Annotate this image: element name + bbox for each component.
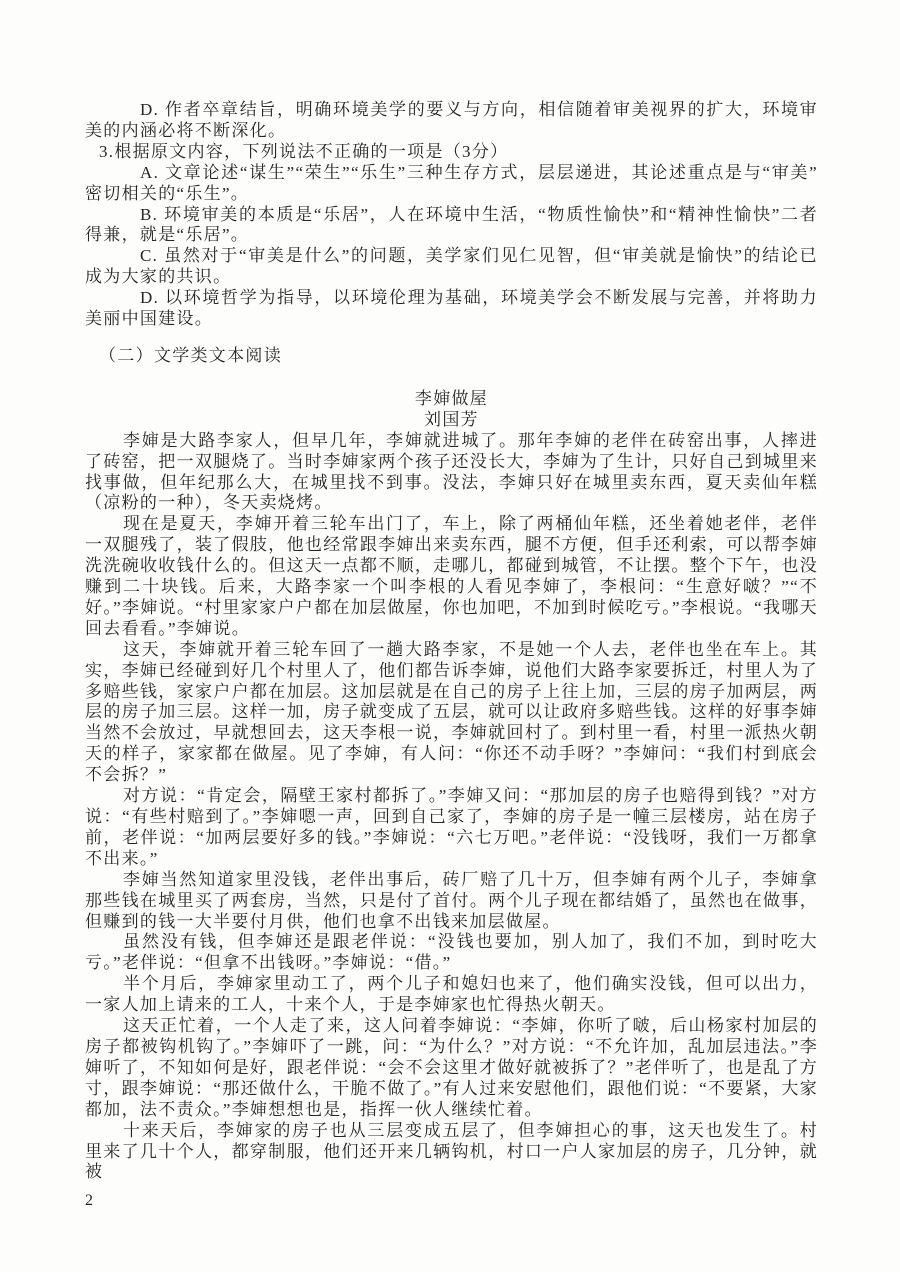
question-3-option-c: C. 虽然对于“审美是什么”的问题，美学家们见仁见智，但“审美就是愉快”的结论已成为大家的共识。 xyxy=(85,246,818,287)
question-3-option-a: A. 文章论述“谋生”“荣生”“乐生”三种生存方式，层层递进，其论述重点是与“审美”密切相关的“乐生”。 xyxy=(85,162,818,203)
story-paragraph-2: 现在是夏天，李婶开着三轮车出门了，车上，除了两桶仙年糕，还坐着她老伴，老伴一双腿残了，装了假肢，他也经常跟李婶出来卖东西，腿不方便，但手还利索，可以帮李婶洗洗碗收收钱什么的。但这天一点都不顺，走哪儿，都碰到城管，不让摆。整个下午，也没赚到二十块钱。后来，大路李家一个叫李根的人看见李婶了，李根问：“生意好啵？”“不好。”李婶说。“村里家家户户都在加层做屋，你也加吧，不加到时候吃亏。”李根说。“我哪天回去看看。”李婶说。 xyxy=(85,514,818,638)
story-author: 刘国芳 xyxy=(424,409,479,429)
story-paragraph-3: 这天，李婶就开着三轮车回了一趟大路李家，不是她一个人去，老伴也坐在车上。其实，李婶已经碰到好几个村里人了，他们都告诉李婶，说他们大路李家要拆迁，村里人为了多赔些钱，家家户户都在加层。这加层就是在自己的房子上往上加，三层的房子加两层，两层的房子加三层。这样一加，房子就变成了五层，就可以让政府多赔些钱。这样的好事李婶当然不会放过，早就想回去，这天李根一说，李婶就回村了。到村里一看，村里一派热火朝天的样子，家家都在做屋。见了李婶，有人问：“你还不动手呀？”李婶问：“我们村到底会不会拆？” xyxy=(85,639,818,785)
story-paragraph-4: 对方说：“肯定会，隔壁王家村都拆了。”李婶又问：“那加层的房子也赔得到钱？”对方说：“有些村赔到了。”李婶嗯一声，回到自己家了，李婶的房子是一幢三层楼房，站在房子前，老伴说：“加两层要好多的钱。”李婶说：“六七万吧。”老伴说：“没钱呀，我们一万都拿不出来。” xyxy=(85,786,818,868)
story-paragraph-5: 李婶当然知道家里没钱，老伴出事后，砖厂赔了几十万，但李婶有两个儿子，李婶拿那些钱在城里买了两套房，当然，只是付了首付。两个儿子现在都结婚了，虽然也在做事，但赚到的钱一大半要付月供，他们也拿不出钱来加层做屋。 xyxy=(85,869,818,931)
page-number: 2 xyxy=(85,1192,93,1210)
section-2-heading: （二）文学类文本阅读 xyxy=(99,345,282,365)
question-3-option-b: B. 环境审美的本质是“乐居”，人在环境中生活，“物质性愉快”和“精神性愉快”二者得兼，就是“乐居”。 xyxy=(85,204,818,245)
option-d-continuation: D. 作者卒章结旨，明确环境美学的要义与方向，相信随着审美视界的扩大，环境审美的内涵必将不断深化。 xyxy=(85,100,818,140)
story-paragraph-6: 虽然没有钱，但李婶还是跟老伴说：“没钱也要加，别人加了，我们不加，到时吃大亏。”老伴说：“但拿不出钱呀。”李婶说：“借。” xyxy=(85,932,818,973)
question-3-stem: 3.根据原文内容，下列说法不正确的一项是（3分） xyxy=(99,141,509,161)
question-3-option-d: D. 以环境哲学为指导，以环境伦理为基础，环境美学会不断发展与完善，并将助力美丽中国建设。 xyxy=(85,288,818,329)
document-body xyxy=(85,100,818,1212)
story-paragraph-8: 这天正忙着，一个人走了来，这人问着李婶说：“李婶，你听了啵，后山杨家村加层的房子都被钩机钩了。”李婶吓了一跳，问：“为什么？”对方说：“不允许加，乱加层违法。”李婶听了，不知如何是好，跟老伴说：“会不会这里才做好就被拆了？”老伴听了，也是乱了方寸，跟李婶说：“那还做什么，干脆不做了。”有人过来安慰他们，跟他们说：“不要紧，大家都加，法不责众。”李婶想想也是，指挥一伙人继续忙着。 xyxy=(85,1016,818,1119)
story-paragraph-7: 半个月后，李婶家里动工了，两个儿子和媳妇也来了，他们确实没钱，但可以出力，一家人加上请来的工人，十来个人，于是李婶家也忙得热火朝天。 xyxy=(85,974,818,1015)
story-title: 李婶做屋 xyxy=(414,388,489,408)
story-paragraph-1: 李婶是大路李家人，但早几年，李婶就进城了。那年李婶的老伴在砖窑出事，人摔进了砖窑，把一双腿烧了。当时李婶家两个孩子还没长大，李婶为了生计，只好自己到城里来找事做，但年纪那么大，在城里找不到事。没法，李婶只好在城里卖东西，夏天卖仙年糕（凉粉的一种），冬天卖烧烤。 xyxy=(85,430,818,513)
story-paragraph-9: 十来天后，李婶家的房子也从三层变成五层了，但李婶担心的事，这天也发生了。村里来了几十个人，都穿制服，他们还开来几辆钩机，村口一户人家加层的房子，几分钟，就被 xyxy=(85,1120,818,1182)
